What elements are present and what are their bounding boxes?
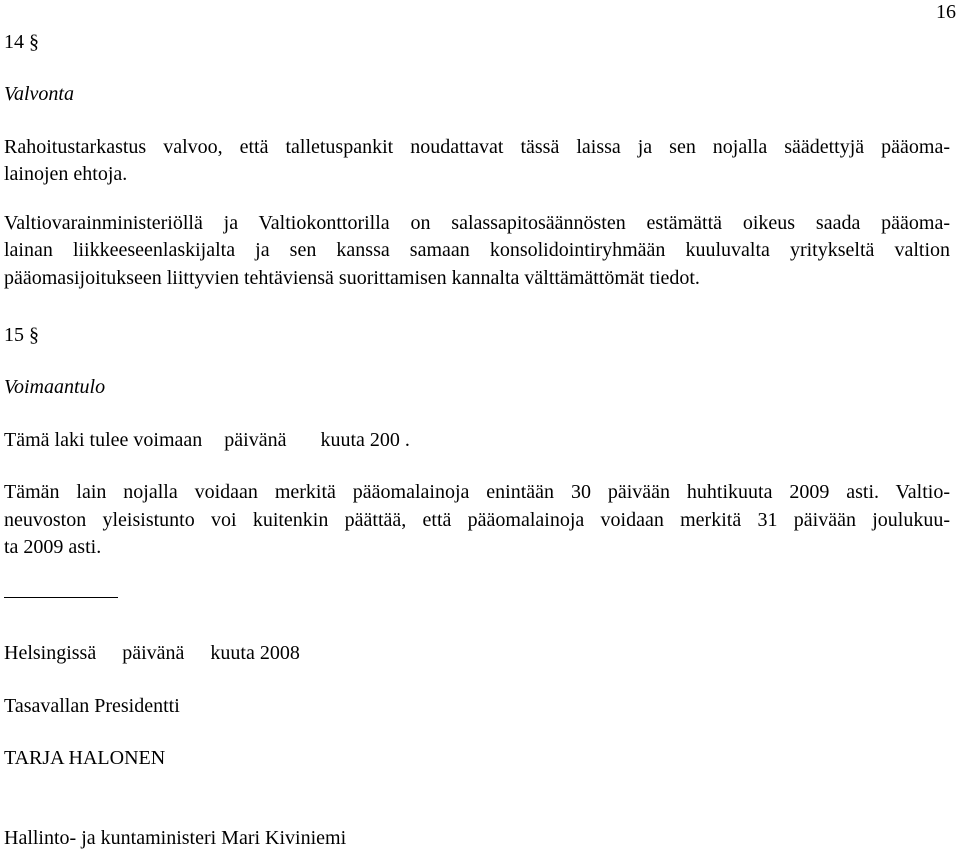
- section-14-paragraph-2-line-2: lainan liikkeeseenlaskijalta ja sen kanssa samaan konsolidointiryhmään kuuluvalta yritykseltä valtion: [4, 239, 950, 261]
- president-name: TARJA HALONEN: [4, 747, 166, 769]
- section-15-paragraph-2-line-1: Tämän lain nojalla voidaan merkitä pääomalainoja enintään 30 päivään huhtikuuta 2009 asti. Valtio-: [4, 481, 950, 503]
- section-15-title: Voimaantulo: [4, 376, 106, 398]
- section-14-paragraph-1-line-1: Rahoitustarkastus valvoo, että talletuspankit noudattavat tässä laissa ja sen nojalla säädettyjä pääoma-: [4, 136, 950, 158]
- section-14-paragraph-2-line-1: Valtiovarainministeriöllä ja Valtiokonttorilla on salassapitosäännösten estämättä oikeus saada pääoma-: [4, 212, 950, 234]
- section-14-title: Valvonta: [4, 83, 74, 105]
- section-15-paragraph-2-line-2: neuvoston yleisistunto voi kuitenkin päättää, että pääomalainoja voidaan merkitä 31 päivään joulukuu-: [4, 509, 950, 531]
- minister-signature: Hallinto- ja kuntaministeri Mari Kiviniemi: [4, 827, 347, 849]
- section-15-heading: 15 §: [4, 324, 39, 346]
- signature-place: Helsingissä: [4, 642, 97, 664]
- page-number: 16: [936, 1, 956, 23]
- entry-text-part-3: kuuta 200 .: [320, 429, 410, 451]
- entry-text-part-2: päivänä: [224, 429, 287, 451]
- signature-month-label: kuuta 2008: [210, 642, 300, 664]
- signature-day-label: päivänä: [122, 642, 185, 664]
- entry-into-force-line: [4, 430, 410, 450]
- section-14-paragraph-1-line-2: lainojen ehtoja.: [4, 163, 128, 185]
- signature-divider: [4, 597, 118, 598]
- section-15-paragraph-2-line-3: ta 2009 asti.: [4, 536, 102, 558]
- entry-text-part-1: Tämä laki tulee voimaan: [4, 429, 203, 451]
- section-14-heading: 14 §: [4, 31, 39, 53]
- signature-date-line: [4, 643, 300, 663]
- president-title: Tasavallan Presidentti: [4, 695, 180, 717]
- section-14-paragraph-2-line-3: pääomasijoitukseen liittyvien tehtäviensä suorittamisen kannalta välttämättömät tiedot.: [4, 267, 700, 289]
